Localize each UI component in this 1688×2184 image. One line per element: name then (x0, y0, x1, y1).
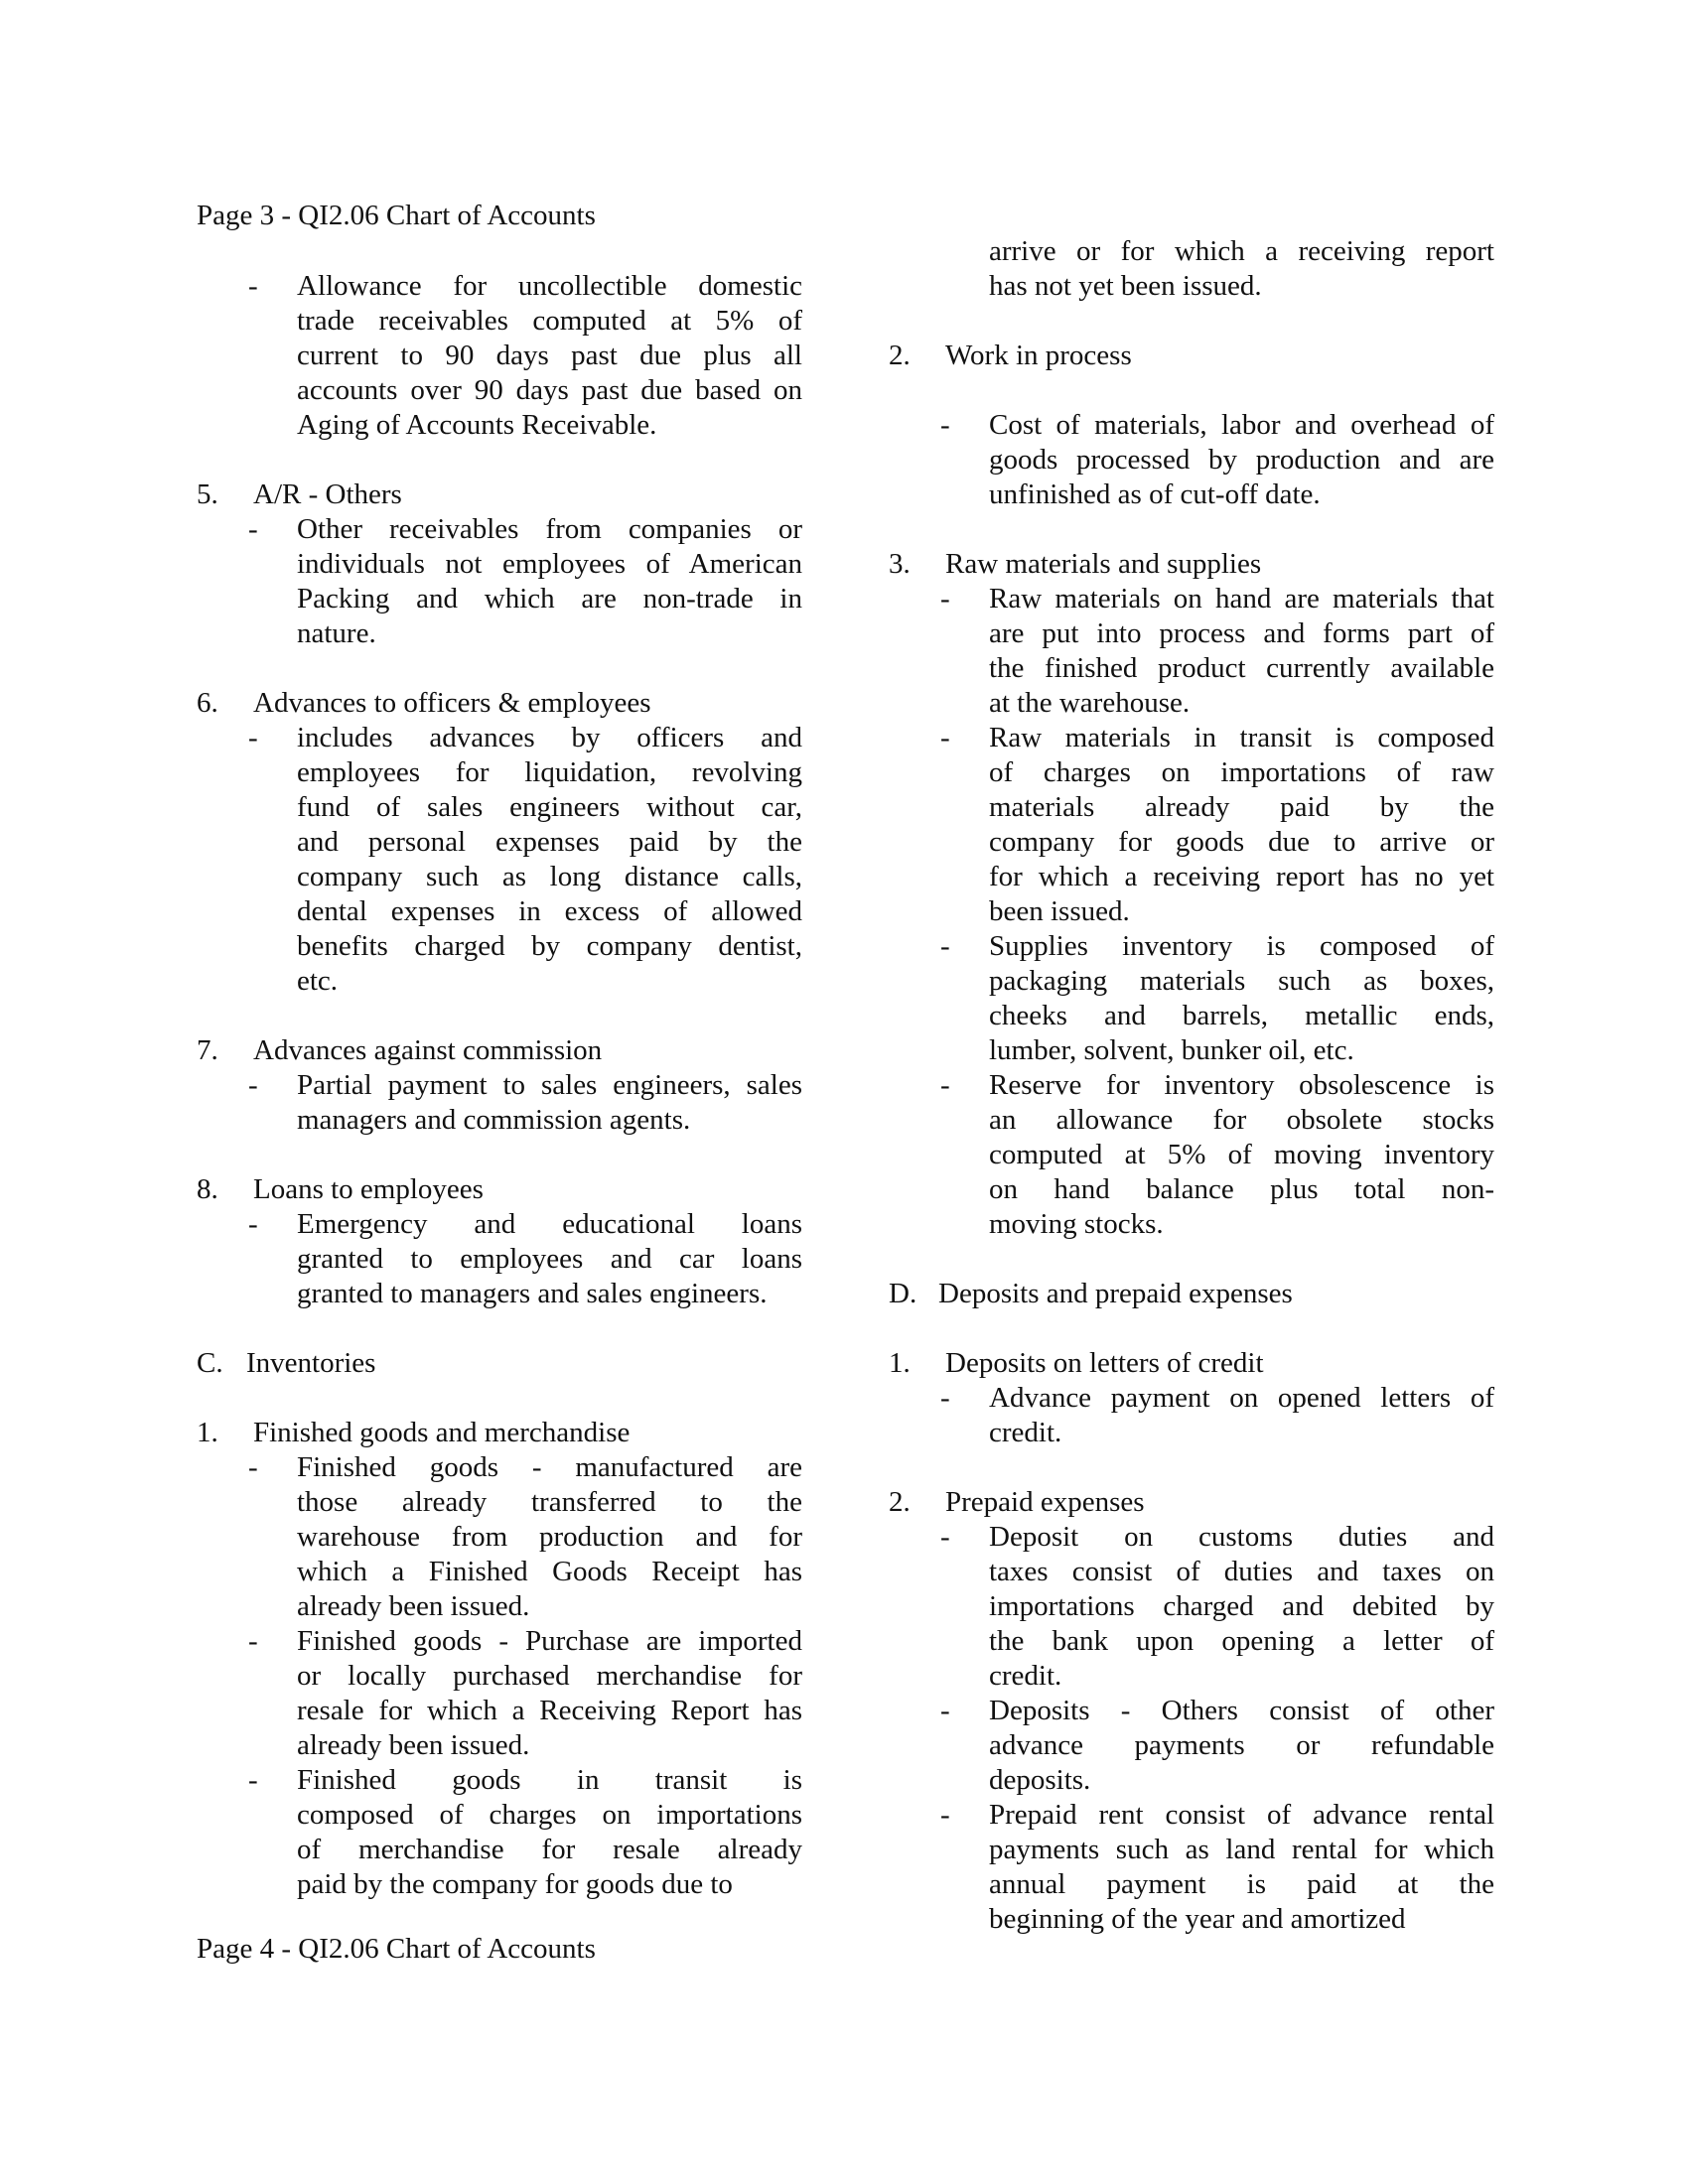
continued-text (889, 234, 1494, 304)
bullet-wip: - Cost of materials, labor and overhead of goods processed by production and are unfinished as of cut-off date. (940, 409, 1494, 510)
section-deposits-prepaid: D. Deposits and prepaid expenses (889, 1278, 1293, 1309)
bullet-deposits-others: - Deposits - Others consist of other advance payments or refundable deposits. (940, 1695, 1494, 1796)
text-line: company for goods due to arrive or (989, 826, 1494, 858)
text-line: granted to employees and car loans (297, 1243, 802, 1275)
text-line: granted to managers and sales engineers. (297, 1278, 768, 1309)
page-footer: Page 4 - QI2.06 Chart of Accounts (197, 1933, 596, 1965)
text-line: on hand balance plus total non- (989, 1173, 1494, 1205)
bullet-dash: - (248, 270, 258, 302)
text-line: Deposits - Others consist of other (989, 1695, 1494, 1726)
text-line: payments such as land rental for which (989, 1834, 1494, 1865)
text-line: Raw materials in transit is composed (989, 722, 1494, 753)
text-line: Supplies inventory is composed of (989, 930, 1494, 962)
text-line: current to 90 days past due plus all (297, 340, 802, 371)
text-line: credit. (989, 1417, 1062, 1448)
text-line: company such as long distance calls, (297, 861, 802, 892)
text-line: Finished goods - manufactured are (297, 1451, 802, 1483)
text-line: Packing and which are non-trade in (297, 583, 802, 614)
text-line: trade receivables computed at 5% of (297, 305, 802, 337)
bullet-deposit-customs: - Deposit on customs duties and taxes consist of duties and taxes on importations charged and debited by the bank upon opening a letter of credit. (940, 1521, 1494, 1692)
text-line: the finished product currently available (989, 652, 1494, 684)
text-line: etc. (297, 965, 339, 997)
text-line: the bank upon opening a letter of (989, 1625, 1494, 1657)
text-line: advance payments or refundable (989, 1729, 1494, 1761)
bullet-fg-purchase: - Finished goods - Purchase are imported or locally purchased merchandise for resale for which a Receiving Report has already been issued. (248, 1625, 802, 1761)
item-prepaid-expenses: 2. Prepaid expenses (889, 1486, 1145, 1518)
bullet-prepaid-rent: - Prepaid rent consist of advance rental payments such as land rental for which annual payment is paid at the beginning of the year and amortized (940, 1799, 1494, 1935)
text-line: are put into process and forms part of (989, 617, 1494, 649)
text-line: fund of sales engineers without car, (297, 791, 802, 823)
bullet-allowance (197, 269, 802, 443)
bullet-deposits-lc: - Advance payment on opened letters of credit. (940, 1382, 1494, 1448)
text-line: dental expenses in excess of allowed (297, 895, 802, 927)
text-line: warehouse from production and for (297, 1521, 802, 1553)
text-line: arrive or for which a receiving report (989, 235, 1494, 267)
bullet-loans-employees: - Emergency and educational loans granted to employees and car loans granted to managers and sales engineers. (248, 1208, 802, 1309)
bullet-ar-others: - Other receivables from companies or individuals not employees of American Packing and which are non-trade in nature. (248, 513, 802, 649)
text-line: an allowance for obsolete stocks (989, 1104, 1494, 1136)
text-line: or locally purchased merchandise for (297, 1660, 802, 1692)
text-line: Reserve for inventory obsolescence is (989, 1069, 1494, 1101)
text-line: computed at 5% of moving inventory (989, 1139, 1494, 1170)
text-line: credit. (989, 1660, 1062, 1692)
item-raw-materials: 3. Raw materials and supplies (889, 548, 1262, 580)
right-column (889, 234, 1494, 1937)
text-line: Prepaid rent consist of advance rental (989, 1799, 1494, 1831)
item-deposits-lc: 1. Deposits on letters of credit (889, 1347, 1264, 1379)
text-line: Advance payment on opened letters of (989, 1382, 1494, 1414)
text-line: nature. (297, 617, 376, 649)
text-line: Finished goods - Purchase are imported (297, 1625, 802, 1657)
bullet-rm-transit: - Raw materials in transit is composed of charges on importations of raw materials already paid by the company for goods due to arrive or for which a receiving report has no yet been issued. (940, 722, 1494, 927)
page-header: Page 3 - QI2.06 Chart of Accounts (197, 200, 596, 231)
text-line: Finished goods in transit is (297, 1764, 802, 1796)
text-line: Cost of materials, labor and overhead of (989, 409, 1494, 441)
bullet-advances-officers: - includes advances by officers and employees for liquidation, revolving fund of sales engineers without car, and personal expenses paid by the company such as long distance calls, dental expenses in excess of allowed benefits charged by company dentist, etc. (248, 722, 802, 997)
text-line: and personal expenses paid by the (297, 826, 802, 858)
text-line: at the warehouse. (989, 687, 1191, 719)
text-line: resale for which a Receiving Report has (297, 1695, 802, 1726)
bullet-supplies: - Supplies inventory is composed of packaging materials such as boxes, cheeks and barrels, metallic ends, lumber, solvent, bunker oil, etc. (940, 930, 1494, 1066)
text-line: goods processed by production and are (989, 444, 1494, 476)
text-line: managers and commission agents. (297, 1104, 691, 1136)
bullet-rm-on-hand: - Raw materials on hand are materials that are put into process and forms part of the finished product currently available at the warehouse. (940, 583, 1494, 719)
item-advances-commission: 7. Advances against commission (197, 1034, 603, 1066)
bullet-advances-commission: - Partial payment to sales engineers, sales managers and commission agents. (248, 1069, 802, 1136)
text-line: which a Finished Goods Receipt has (297, 1556, 802, 1587)
item-loans-employees: 8. Loans to employees (197, 1173, 484, 1205)
text-line: of merchandise for resale already (297, 1834, 802, 1865)
left-column (197, 234, 802, 1902)
text-line: packaging materials such as boxes, (989, 965, 1494, 997)
text-line: Aging of Accounts Receivable. (297, 409, 657, 441)
text-line: Raw materials on hand are materials that (989, 583, 1494, 614)
text-line: cheeks and barrels, metallic ends, (989, 1000, 1494, 1031)
text-line: deposits. (989, 1764, 1091, 1796)
bullet-fg-transit: - Finished goods in transit is composed of charges on importations of merchandise for resale already paid by the company for goods due to (248, 1764, 802, 1900)
item-ar-others: 5. A/R - Others (197, 478, 402, 510)
text-line: has not yet been issued. (989, 270, 1262, 302)
bullet-fg-manufactured: - Finished goods - manufactured are those already transferred to the warehouse from production and for which a Finished Goods Receipt has already been issued. (248, 1451, 802, 1622)
bullet-reserve: - Reserve for inventory obsolescence is an allowance for obsolete stocks computed at 5% of moving inventory on hand balance plus total non- moving stocks. (940, 1069, 1494, 1240)
text-line: benefits charged by company dentist, (297, 930, 802, 962)
text-line: individuals not employees of American (297, 548, 802, 580)
text-line: moving stocks. (989, 1208, 1164, 1240)
text-line: of charges on importations of raw (989, 756, 1494, 788)
text-line: for which a receiving report has no yet (989, 861, 1494, 892)
text-line: importations charged and debited by (989, 1590, 1494, 1622)
text-line: composed of charges on importations (297, 1799, 802, 1831)
text-line: Deposit on customs duties and (989, 1521, 1494, 1553)
text-line: already been issued. (297, 1590, 530, 1622)
text-line: Emergency and educational loans (297, 1208, 802, 1240)
text-line: annual payment is paid at the (989, 1868, 1494, 1900)
section-inventories: C. Inventories (197, 1347, 376, 1379)
text-line: been issued. (989, 895, 1130, 927)
item-finished-goods: 1. Finished goods and merchandise (197, 1417, 631, 1448)
item-advances-officers: 6. Advances to officers & employees (197, 687, 651, 719)
text-line: employees for liquidation, revolving (297, 756, 802, 788)
text-line: those already transferred to the (297, 1486, 802, 1518)
text-line: taxes consist of duties and taxes on (989, 1556, 1494, 1587)
text-line: Other receivables from companies or (297, 513, 802, 545)
text-line: unfinished as of cut-off date. (989, 478, 1321, 510)
item-work-in-process: 2. Work in process (889, 340, 1132, 371)
text-line: paid by the company for goods due to (297, 1868, 733, 1900)
text-line: Allowance for uncollectible domestic (297, 270, 802, 302)
text-line: Partial payment to sales engineers, sales (297, 1069, 802, 1101)
text-line: accounts over 90 days past due based on (297, 374, 802, 406)
text-line: materials already paid by the (989, 791, 1494, 823)
text-line: lumber, solvent, bunker oil, etc. (989, 1034, 1354, 1066)
text-line: includes advances by officers and (297, 722, 802, 753)
text-line: beginning of the year and amortized (989, 1903, 1406, 1935)
text-line: already been issued. (297, 1729, 530, 1761)
